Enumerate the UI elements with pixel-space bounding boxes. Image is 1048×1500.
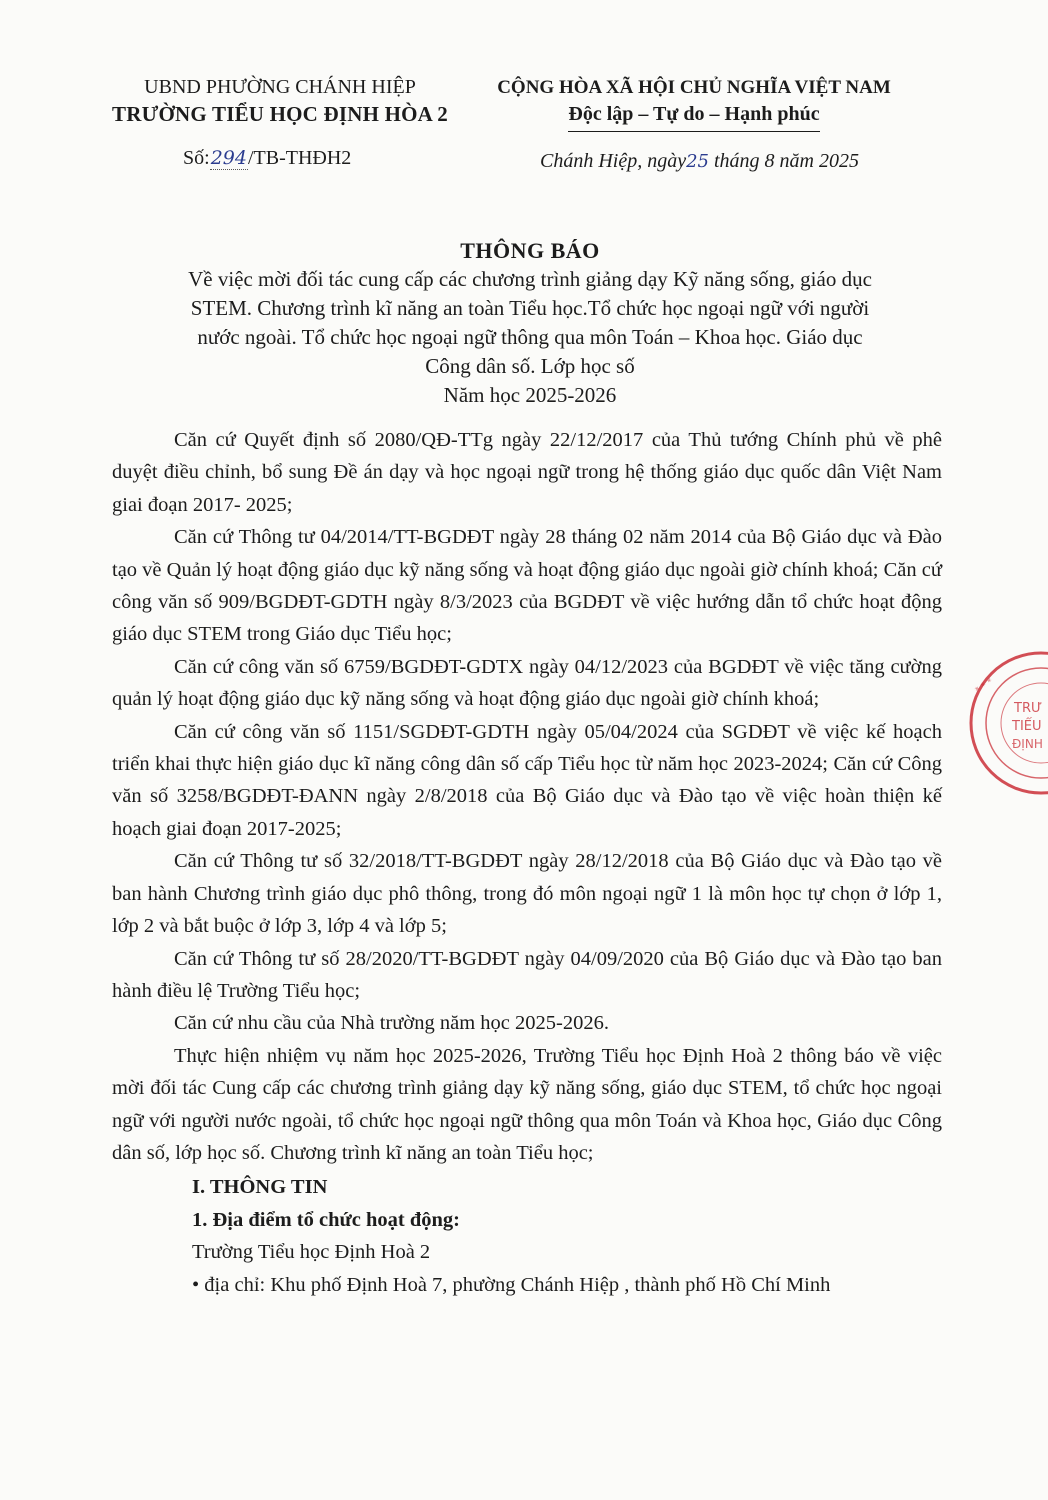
legal-basis-paragraph: Căn cứ Thông tư 04/2014/TT-BGDĐT ngày 28 tháng 02 năm 2014 của Bộ Giáo dục và Đào tạo về Quản lý hoạt động giáo dục kỹ năng sống và hoạt động giáo dục ngoài giờ chính khoá; Căn cứ công văn số 909/BGDĐT-GDTH ngày 8/3/2023 của BGDĐT về việc hướng dẫn tổ chức hoạt động giáo dục STEM trong Giáo dục Tiểu học;: [112, 526, 942, 646]
date-day-handwritten: 25: [686, 151, 709, 172]
venue-name: Trường Tiểu học Định Hoà 2: [192, 1241, 431, 1264]
date-place: Chánh Hiệp, ngày: [540, 150, 687, 172]
title-line: STEM. Chương trình kĩ năng an toàn Tiểu học.Tổ chức học ngoại ngữ với người: [190, 296, 870, 320]
national-motto: Độc lập – Tự do – Hạnh phúc: [568, 101, 819, 128]
legal-basis-paragraph: Căn cứ công văn số 6759/BGDĐT-GDTX ngày 04/12/2023 của BGDĐT về việc tăng cường quản lý hoạt động giáo dục kỹ năng sống và hoạt động giáo dục ngoài giờ chính khoá;: [112, 655, 942, 711]
title-heading: THÔNG BÁO: [460, 238, 600, 263]
subsection-heading: 1. Địa điểm tổ chức hoạt động:: [192, 1208, 460, 1231]
national-header: [484, 74, 904, 128]
svg-text:* * *: * * *: [973, 676, 996, 697]
document-number: [183, 147, 351, 170]
section-heading: I. THÔNG TIN: [192, 1176, 328, 1199]
doc-number-prefix: Số:: [183, 147, 210, 169]
date-rest: tháng 8 năm 2025: [709, 150, 859, 172]
document-title: [100, 236, 960, 410]
legal-basis-paragraph: Căn cứ Thông tư số 28/2020/TT-BGDĐT ngày 04/09/2020 của Bộ Giáo dục và Đào tạo ban hành điều lệ Trường Tiểu học;: [112, 947, 942, 1002]
svg-text:ĐỊNH: ĐỊNH: [1012, 737, 1043, 751]
svg-text:TIỂU: TIỂU: [1012, 719, 1042, 734]
organization-name: UBND PHƯỜNG CHÁNH HIỆP: [144, 76, 416, 98]
doc-number-handwritten: 294: [210, 147, 247, 169]
doc-number-suffix: /TB-THĐH2: [247, 147, 352, 169]
legal-basis-paragraph: Căn cứ công văn số 1151/SGDĐT-GDTH ngày 05/04/2024 của SGDĐT về việc kế hoạch triển khai thực hiện giáo dục kĩ năng công dân số cấp Tiểu học từ năm học 2023-2024; Căn cứ Công văn số 3258/BGDĐT-ĐANN ngày 2/8/2018 của Bộ Giáo dục và Đào tạo về việc hoàn thiện kế hoạch giai đoạn 2017-2025;: [112, 720, 942, 840]
title-line: Năm học 2025-2026: [443, 383, 617, 407]
issuing-authority: [90, 74, 470, 128]
purpose-paragraph: Thực hiện nhiệm vụ năm học 2025-2026, Trường Tiểu học Định Hoà 2 thông báo về việc mời đối tác Cung cấp các chương trình giảng dạy kỹ năng sống, giáo dục STEM, tổ chức học ngoại ngữ với người nước ngoài, tổ chức học ngoại ngữ thông qua môn Toán và Khoa học, Giáo dục Công dân số, lớp học số. Chương trình kĩ năng an toàn Tiểu học;: [112, 1044, 942, 1164]
title-line: Về việc mời đối tác cung cấp các chương trình giảng dạy Kỹ năng sống, giáo dục: [188, 267, 872, 291]
school-name: TRƯỜNG TIỂU HỌC ĐỊNH HÒA 2: [112, 102, 448, 126]
legal-basis-paragraph: Căn cứ Thông tư số 32/2018/TT-BGDĐT ngày 28/12/2018 của Bộ Giáo dục và Đào tạo về ban hành Chương trình giáo dục phô thông, trong đó môn ngoại ngữ 1 là môn học tự chọn ở lớp 1, lớp 2 và bắt buộc ở lớp 3, lớp 4 và lớp 5;: [112, 850, 942, 938]
venue-address: • địa chỉ: Khu phố Định Hoà 7, phường Chánh Hiệp , thành phố Hồ Chí Minh: [192, 1273, 831, 1296]
document-body: [112, 424, 942, 1301]
issue-date: [540, 150, 920, 173]
nation-name: CỘNG HÒA XÃ HỘI CHỦ NGHĨA VIỆT NAM: [497, 77, 891, 98]
legal-basis-paragraph: Căn cứ Quyết định số 2080/QĐ-TTg ngày 22/12/2017 của Thủ tướng Chính phủ về phê duyệt điều chỉnh, bổ sung Đề án dạy và học ngoại ngữ trong hệ thống giáo dục quốc dân Việt Nam giai đoạn 2017- 2025;: [112, 429, 942, 516]
title-line: nước ngoài. Tổ chức học ngoại ngữ thông qua môn Toán – Khoa học. Giáo dục: [197, 325, 863, 349]
school-seal-stamp: [966, 648, 1048, 798]
legal-basis-paragraph: Căn cứ nhu cầu của Nhà trường năm học 2025-2026.: [174, 1012, 609, 1035]
svg-text:TRƯ: TRƯ: [1014, 701, 1043, 716]
title-line: Công dân số. Lớp học số: [425, 354, 635, 378]
